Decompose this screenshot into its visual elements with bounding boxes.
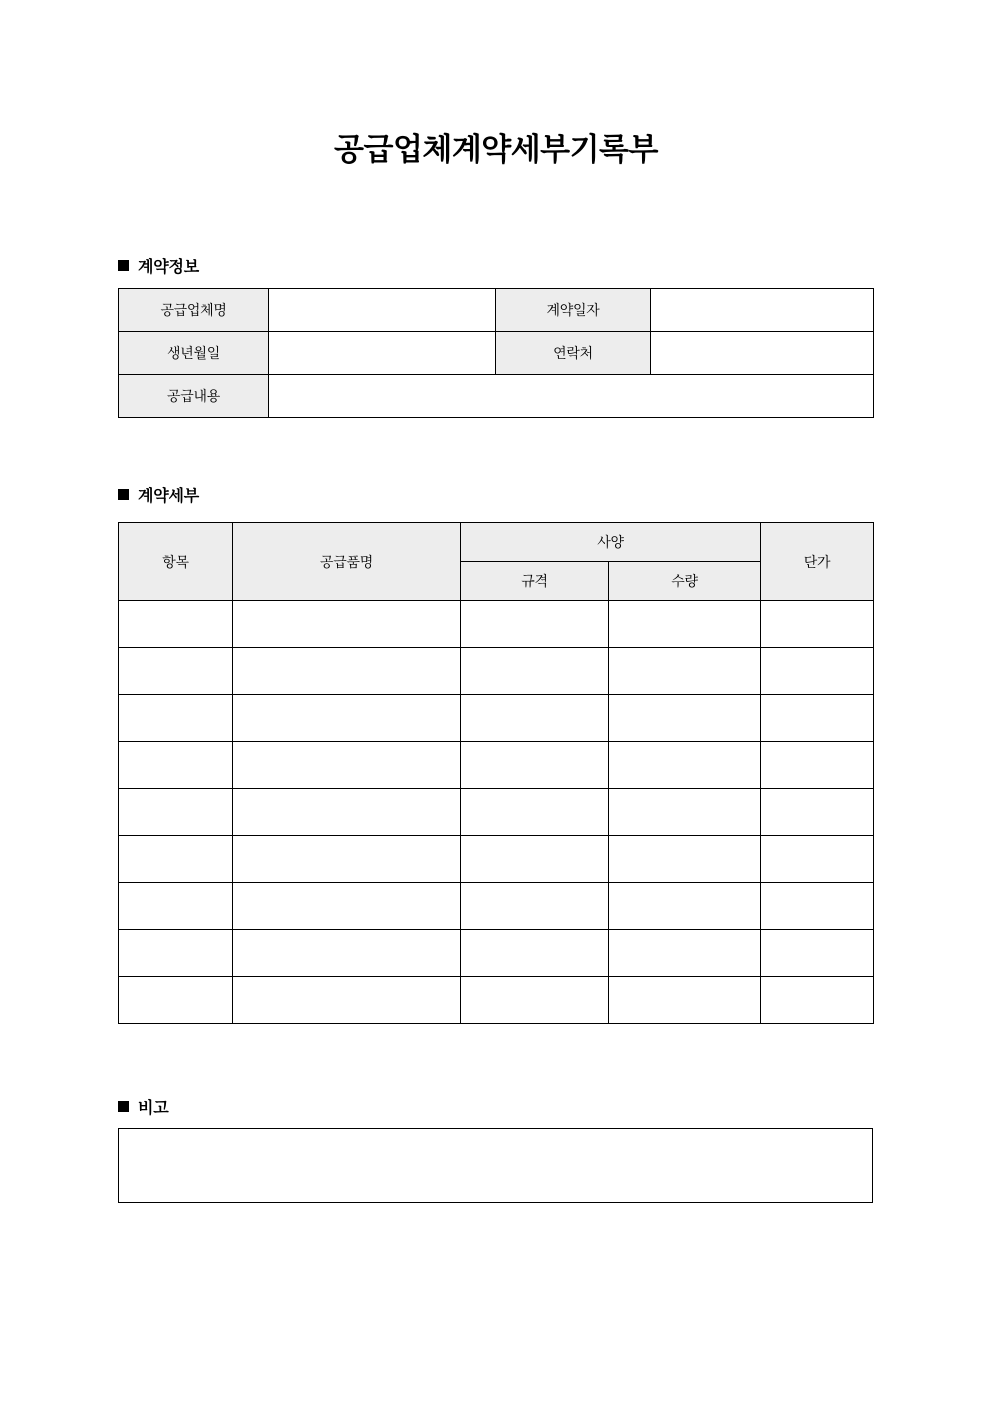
field-supplier-name[interactable] [269, 289, 496, 332]
cell-spec-quantity[interactable] [609, 695, 761, 742]
table-row [119, 289, 874, 332]
cell-item[interactable] [119, 883, 233, 930]
cell-unit-price[interactable] [761, 883, 874, 930]
field-contact[interactable] [651, 332, 874, 375]
square-bullet-icon [118, 1101, 129, 1112]
contract-detail-body [119, 601, 874, 1024]
table-row [119, 883, 874, 930]
cell-spec-quantity[interactable] [609, 836, 761, 883]
column-header-item: 항목 [119, 523, 233, 601]
table-row [119, 332, 874, 375]
table-row [119, 601, 874, 648]
cell-spec-quantity[interactable] [609, 930, 761, 977]
cell-item[interactable] [119, 695, 233, 742]
label-contact: 연락처 [496, 332, 651, 375]
cell-product-name[interactable] [233, 883, 461, 930]
table-row [119, 375, 874, 418]
contract-detail-table [118, 522, 874, 1024]
table-row [119, 648, 874, 695]
cell-unit-price[interactable] [761, 742, 874, 789]
cell-product-name[interactable] [233, 601, 461, 648]
column-header-product-name: 공급품명 [233, 523, 461, 601]
cell-unit-price[interactable] [761, 836, 874, 883]
column-header-spec-size: 규격 [461, 562, 609, 601]
cell-spec-size[interactable] [461, 883, 609, 930]
field-contract-date[interactable] [651, 289, 874, 332]
table-row [119, 977, 874, 1024]
table-row [119, 695, 874, 742]
page-title: 공급업체계약세부기록부 [334, 132, 658, 167]
cell-spec-size[interactable] [461, 789, 609, 836]
section-heading-contract-info [118, 254, 199, 277]
cell-product-name[interactable] [233, 695, 461, 742]
section-heading-contract-detail-label: 계약세부 [138, 488, 200, 505]
cell-spec-size[interactable] [461, 601, 609, 648]
cell-spec-quantity[interactable] [609, 742, 761, 789]
square-bullet-icon [118, 260, 129, 271]
cell-product-name[interactable] [233, 930, 461, 977]
table-row [119, 930, 874, 977]
section-heading-remarks-label: 비고 [138, 1100, 169, 1117]
section-heading-remarks [118, 1095, 169, 1118]
cell-unit-price[interactable] [761, 601, 874, 648]
column-header-unit-price: 단가 [761, 523, 874, 601]
cell-spec-quantity[interactable] [609, 977, 761, 1024]
cell-spec-size[interactable] [461, 836, 609, 883]
cell-unit-price[interactable] [761, 930, 874, 977]
cell-spec-quantity[interactable] [609, 789, 761, 836]
cell-item[interactable] [119, 742, 233, 789]
table-row [119, 789, 874, 836]
cell-product-name[interactable] [233, 977, 461, 1024]
remarks-input-box[interactable] [118, 1128, 873, 1203]
cell-item[interactable] [119, 930, 233, 977]
cell-item[interactable] [119, 977, 233, 1024]
cell-unit-price[interactable] [761, 648, 874, 695]
table-header-row-top [119, 523, 874, 562]
cell-unit-price[interactable] [761, 695, 874, 742]
table-row [119, 836, 874, 883]
label-supplier-name: 공급업체명 [119, 289, 269, 332]
section-heading-contract-detail [118, 483, 199, 506]
section-heading-contract-info-label: 계약정보 [138, 259, 200, 276]
cell-item[interactable] [119, 836, 233, 883]
label-contract-date: 계약일자 [496, 289, 651, 332]
cell-spec-quantity[interactable] [609, 648, 761, 695]
field-supply-content[interactable] [269, 375, 874, 418]
cell-spec-quantity[interactable] [609, 601, 761, 648]
cell-item[interactable] [119, 601, 233, 648]
table-row [119, 742, 874, 789]
label-birth-date: 생년월일 [119, 332, 269, 375]
cell-spec-size[interactable] [461, 930, 609, 977]
cell-spec-size[interactable] [461, 977, 609, 1024]
label-supply-content: 공급내용 [119, 375, 269, 418]
cell-spec-size[interactable] [461, 648, 609, 695]
cell-item[interactable] [119, 648, 233, 695]
cell-unit-price[interactable] [761, 789, 874, 836]
cell-product-name[interactable] [233, 648, 461, 695]
field-birth-date[interactable] [269, 332, 496, 375]
cell-spec-size[interactable] [461, 742, 609, 789]
cell-item[interactable] [119, 789, 233, 836]
column-header-spec-group: 사양 [461, 523, 761, 562]
cell-product-name[interactable] [233, 789, 461, 836]
square-bullet-icon [118, 489, 129, 500]
cell-product-name[interactable] [233, 742, 461, 789]
cell-unit-price[interactable] [761, 977, 874, 1024]
column-header-spec-quantity: 수량 [609, 562, 761, 601]
cell-product-name[interactable] [233, 836, 461, 883]
cell-spec-size[interactable] [461, 695, 609, 742]
contract-info-table [118, 288, 874, 418]
cell-spec-quantity[interactable] [609, 883, 761, 930]
